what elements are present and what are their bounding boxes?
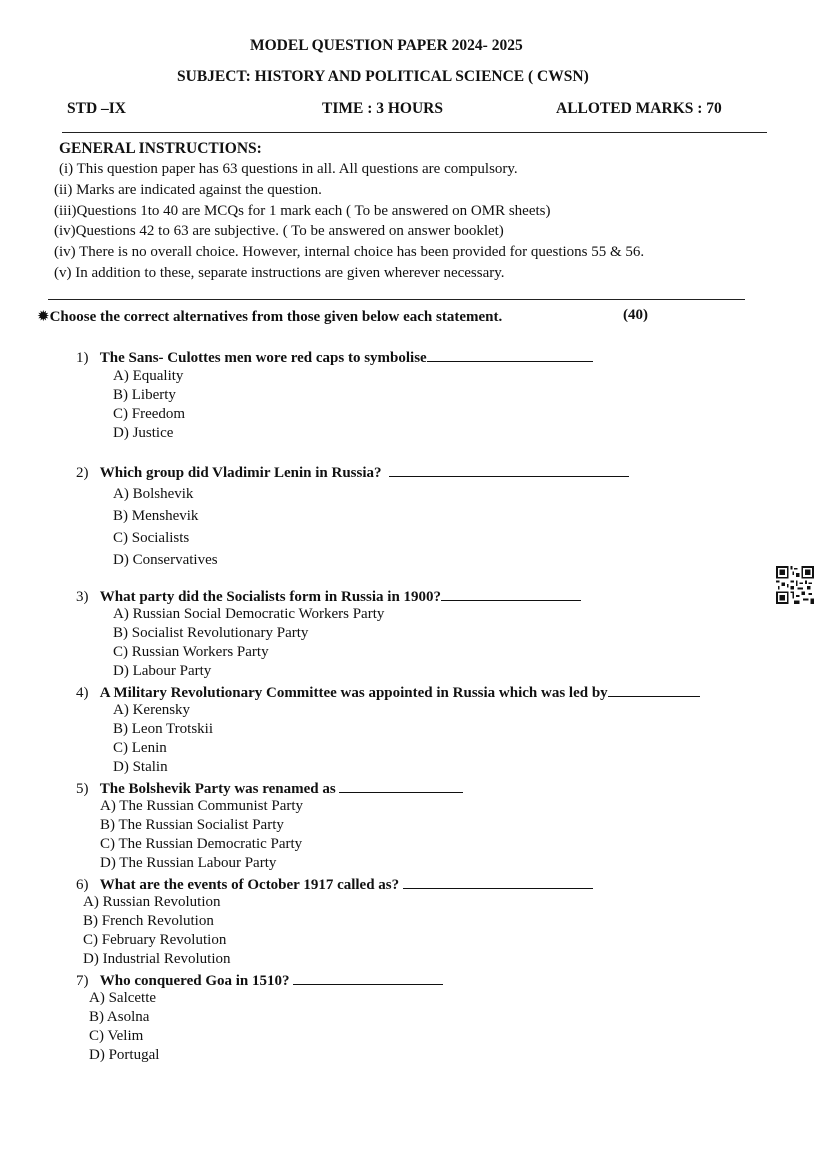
- option: A) Salcette: [89, 990, 157, 1006]
- option: B) The Russian Socialist Party: [100, 817, 284, 833]
- option: A) Equality: [113, 368, 184, 384]
- question-6: [76, 875, 593, 894]
- question-text: Which group did Vladimir Lenin in Russia?: [99, 465, 382, 481]
- section-heading: [37, 307, 502, 326]
- qr-code-icon: [776, 566, 814, 604]
- question-1: [76, 348, 593, 367]
- option: B) Menshevik: [113, 508, 199, 524]
- option: D) Portugal: [89, 1047, 160, 1063]
- section-title: Choose the correct alternatives from those given below each statement.: [49, 309, 503, 325]
- answer-blank: [339, 779, 463, 793]
- asterisk-bullet-icon: ✹: [37, 307, 50, 325]
- answer-blank: [427, 348, 593, 362]
- instruction-item: (iv) There is no overall choice. However, internal choice has been provided for questions 55 & 56.: [54, 244, 645, 260]
- instructions-heading: GENERAL INSTRUCTIONS:: [59, 140, 262, 157]
- question-number: 7): [76, 973, 89, 989]
- option: A) Bolshevik: [113, 486, 194, 502]
- answer-blank: [389, 463, 629, 477]
- option: D) The Russian Labour Party: [100, 855, 277, 871]
- question-text: The Bolshevik Party was renamed as: [99, 781, 336, 797]
- option: D) Labour Party: [113, 663, 212, 679]
- question-2: [76, 463, 629, 482]
- header-divider: [62, 132, 767, 133]
- question-number: 5): [76, 781, 89, 797]
- time-label: TIME : 3 HOURS: [322, 100, 443, 117]
- question-text: A Military Revolutionary Committee was appointed in Russia which was led by: [99, 685, 608, 701]
- marks-label: ALLOTED MARKS : 70: [556, 100, 722, 117]
- question-7: [76, 971, 443, 990]
- option: C) Lenin: [113, 740, 167, 756]
- subject-line: SUBJECT: HISTORY AND POLITICAL SCIENCE ( CWSN): [177, 68, 589, 85]
- option: C) Russian Workers Party: [113, 644, 269, 660]
- instruction-item: (i) This question paper has 63 questions in all. All questions are compulsory.: [59, 161, 518, 177]
- option: D) Conservatives: [113, 552, 218, 568]
- answer-blank: [608, 683, 700, 697]
- question-4: [76, 683, 700, 702]
- question-number: 1): [76, 350, 89, 366]
- question-number: 3): [76, 589, 89, 605]
- instructions-divider: [48, 299, 745, 300]
- section-marks: (40): [623, 307, 648, 323]
- instruction-item: (iv)Questions 42 to 63 are subjective. ( To be answered on answer booklet): [54, 223, 504, 239]
- question-3: [76, 587, 581, 606]
- option: C) Freedom: [113, 406, 186, 422]
- option: B) Liberty: [113, 387, 176, 403]
- answer-blank: [403, 875, 593, 889]
- option: B) Asolna: [89, 1009, 150, 1025]
- option: B) Socialist Revolutionary Party: [113, 625, 309, 641]
- question-number: 4): [76, 685, 89, 701]
- option: D) Justice: [113, 425, 174, 441]
- option: A) Kerensky: [113, 702, 191, 718]
- question-number: 6): [76, 877, 89, 893]
- question-5: [76, 779, 463, 798]
- question-text: Who conquered Goa in 1510?: [99, 973, 290, 989]
- question-text: What are the events of October 1917 called as?: [99, 877, 400, 893]
- option: D) Stalin: [113, 759, 168, 775]
- option: B) Leon Trotskii: [113, 721, 214, 737]
- std-label: STD –IX: [67, 100, 127, 117]
- option: A) Russian Social Democratic Workers Party: [113, 606, 385, 622]
- question-number: 2): [76, 465, 89, 481]
- option: B) French Revolution: [83, 913, 214, 929]
- option: A) The Russian Communist Party: [100, 798, 304, 814]
- option: A) Russian Revolution: [83, 894, 221, 910]
- answer-blank: [441, 587, 581, 601]
- option: D) Industrial Revolution: [83, 951, 231, 967]
- paper-title: MODEL QUESTION PAPER 2024- 2025: [250, 37, 523, 54]
- question-text: What party did the Socialists form in Russia in 1900?: [99, 589, 442, 605]
- instruction-item: (iii)Questions 1to 40 are MCQs for 1 mark each ( To be answered on OMR sheets): [54, 203, 551, 219]
- option: C) Socialists: [113, 530, 190, 546]
- option: C) The Russian Democratic Party: [100, 836, 303, 852]
- instruction-item: (ii) Marks are indicated against the question.: [54, 182, 322, 198]
- instruction-item: (v) In addition to these, separate instructions are given wherever necessary.: [54, 265, 505, 281]
- option: C) February Revolution: [83, 932, 227, 948]
- answer-blank: [293, 971, 443, 985]
- question-text: The Sans- Culottes men wore red caps to symbolise: [99, 350, 427, 366]
- option: C) Velim: [89, 1028, 144, 1044]
